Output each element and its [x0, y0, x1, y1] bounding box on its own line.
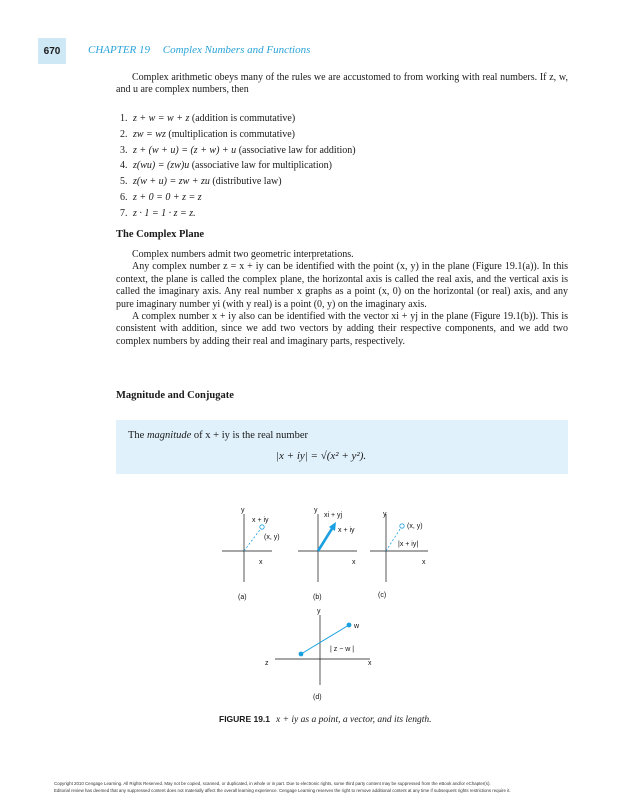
svg-text:w: w [354, 623, 360, 630]
section-heading-complex-plane: The Complex Plane [116, 229, 205, 240]
property-item: 7. z · 1 = 1 · z = z. [120, 207, 196, 219]
property-item: 2. zw = wz (multiplication is commutative) [120, 128, 296, 140]
svg-text:(x, y): (x, y) [407, 523, 423, 530]
svg-text:x + iy: x + iy [338, 527, 355, 534]
section-heading-magnitude: Magnitude and Conjugate [116, 390, 234, 401]
panel-a [222, 507, 280, 601]
svg-text:y: y [383, 511, 387, 518]
svg-text:(x, y): (x, y) [264, 534, 280, 541]
chapter-title: Complex Numbers and Functions [162, 44, 311, 56]
svg-text:z: z [265, 660, 269, 667]
vector-arrow [318, 527, 333, 551]
page-number: 670 [38, 38, 66, 64]
property-item: 6. z + 0 = 0 + z = z [120, 191, 202, 203]
axis-y-label: y [241, 507, 245, 514]
panel-b [298, 507, 357, 601]
copyright-line-1: Copyright 2010 Cengage Learning. All Rights Reserved. May not be copied, scanned, or duplicated, in whole or in part. Due to electronic rights, some third party content may be suppressed from the eBook and/or eChapter(s). [54, 781, 491, 786]
property-item: 1. z + w = w + z (addition is commutative) [120, 113, 296, 124]
figure-caption: FIGURE 19.1 x + iy as a point, a vector, and its length. [219, 714, 432, 725]
point-w [347, 623, 352, 628]
svg-text:(d): (d) [313, 694, 322, 701]
chapter-label: CHAPTER 19 [88, 44, 151, 56]
svg-text:(b): (b) [313, 594, 322, 601]
svg-text:y: y [317, 608, 321, 615]
panel-c [370, 511, 428, 599]
definition-text: The magnitude of x + iy is the real number [128, 430, 309, 441]
property-item: 3. z + (w + u) = (z + w) + u (associative law for addition) [120, 144, 356, 156]
panel-d [265, 608, 372, 701]
point-marker [260, 525, 264, 529]
property-item: 4. z(wu) = (zw)u (associative law for multiplication) [120, 160, 332, 172]
svg-text:(c): (c) [378, 592, 387, 599]
point-z [299, 652, 304, 657]
svg-text:x + iy: x + iy [252, 517, 269, 524]
svg-text:y: y [314, 507, 318, 514]
complex-plane-text: Complex numbers admit two geometric interpretations. Any complex number z = x + iy can be identified with the point (x, y) in the plane (Figure 19.1(a)). In this context, the plane is called the complex plane, the horizontal axis is called the real axis, and the vertical axis is called the imaginary axis. Any real number x graphs as a point (x, 0) on the horizontal (or real) axis, and any pure imaginary number yi (with y real) is a point (0, y) on the imaginary axis. A complex number x + iy also can be identified with the vector xi + yj in the plane (Figure 19.1(b)). This is consistent with addition, since we add two vectors by adding their respective components, and we add two complex numbers by adding their real and imaginary parts, respectively. [116, 249, 568, 347]
svg-text:(a): (a) [238, 594, 247, 601]
copyright-line-2: Editorial review has deemed that any suppressed content does not materially affect the overall learning experience. Cengage Learning reserves the right to remove additional content at any time if subsequent rights restrictions require it. [54, 788, 511, 793]
intro-paragraph: Complex arithmetic obeys many of the rules we are accustomed to from working with real numbers. If z, w, and u are complex numbers, then [116, 72, 568, 96]
axis-x-label: x [259, 559, 263, 566]
magnitude-formula: |x + iy| = √(x² + y²). [276, 450, 367, 462]
svg-text:| z − w |: | z − w | [330, 646, 355, 653]
svg-text:|x + iy|: |x + iy| [398, 541, 419, 548]
svg-text:x: x [422, 559, 426, 566]
property-item: 5. z(w + u) = zw + zu (distributive law) [120, 176, 282, 188]
svg-text:x: x [352, 559, 356, 566]
svg-text:xi + yj: xi + yj [324, 512, 343, 519]
svg-text:x: x [368, 660, 372, 667]
